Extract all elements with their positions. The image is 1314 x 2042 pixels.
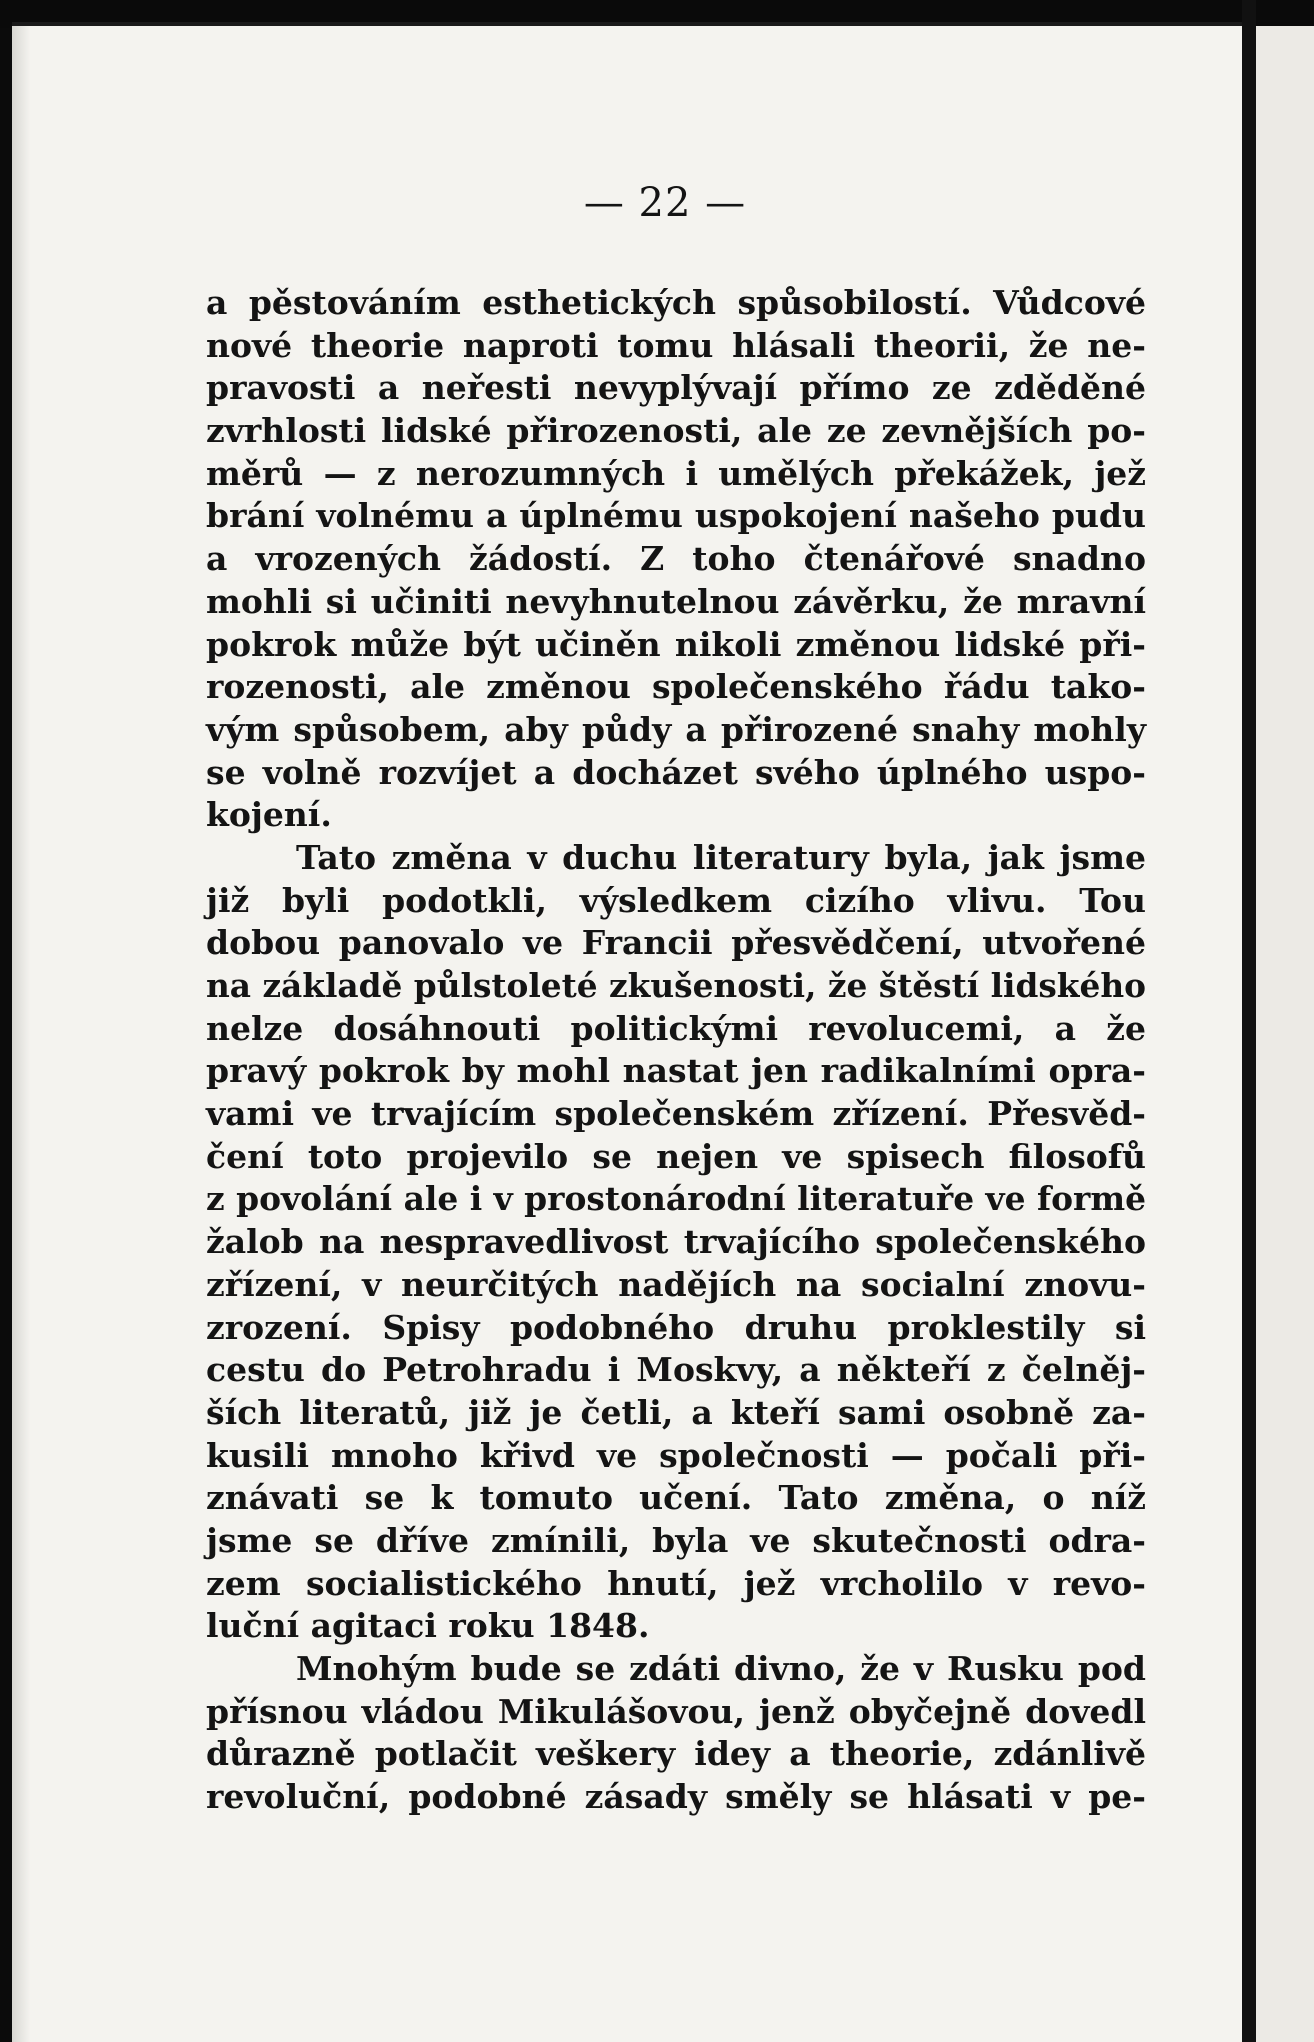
text-line: cestu do Petrohradu i Moskvy, a někteří z čelněj-	[206, 1350, 1146, 1390]
text-line: nové theorie naproti tomu hlásali theorii, že ne-	[206, 325, 1146, 365]
text-line: vým spůsobem, aby půdy a přirozené snahy mohly	[206, 709, 1146, 749]
text-line: a vrozených žádostí. Z toho čtenářové snadno	[206, 539, 1146, 579]
text-line: Tato změna v duchu literatury byla, jak jsme	[296, 837, 1146, 877]
text-line: zrození. Spisy podobného druhu proklestily si	[206, 1307, 1146, 1347]
text-line: důrazně potlačit veškery idey a theorie, zdánlivě	[206, 1734, 1146, 1774]
text-line: Mnohým bude se zdáti divno, že v Rusku pod	[296, 1649, 1146, 1688]
text-line: žalob na nespravedlivost trvajícího společenského	[206, 1222, 1146, 1262]
page-body-text	[206, 282, 1146, 1819]
scan-corner	[1256, 0, 1314, 26]
book-gutter	[1242, 0, 1256, 2042]
text-line: rozenosti, ale změnou společenského řádu tako-	[206, 667, 1146, 707]
text-line: brání volnému a úplnému uspokojení našeho pudu	[206, 496, 1146, 536]
text-line: zvrhlosti lidské přirozenosti, ale ze zevnějších po-	[206, 411, 1146, 451]
next-page-edge	[1256, 26, 1314, 2042]
text-line: již byli podotkli, výsledkem cizího vlivu. Tou	[206, 880, 1146, 920]
text-line: zem socialistického hnutí, jež vrcholilo v revo-	[206, 1563, 1146, 1603]
text-line: mohli si učiniti nevyhnutelnou závěrku, že mravní	[206, 581, 1146, 621]
text-line: nelze dosáhnouti politickými revolucemi, a že	[206, 1008, 1146, 1048]
text-line: a pěstováním esthetických spůsobilostí. Vůdcové	[206, 283, 1146, 322]
text-line: vami ve trvajícím společenském zřízení. Přesvěd-	[206, 1094, 1146, 1134]
text-line: se volně rozvíjet a docházet svého úplného uspo-	[206, 752, 1146, 792]
text-line: kusili mnoho křivd ve společnosti — počali při-	[206, 1435, 1146, 1475]
text-line: na základě půlstoleté zkušenosti, že štěstí lidského	[206, 966, 1146, 1005]
text-line: přísnou vládou Mikulášovou, jenž obyčejně dovedl	[206, 1691, 1146, 1731]
text-line: jsme se dříve zmínili, byla ve skutečnosti odra-	[206, 1520, 1146, 1560]
text-line: pokrok může být učiněn nikoli změnou lidské při-	[206, 624, 1146, 664]
text-line: luční agitaci roku 1848.	[206, 1606, 650, 1646]
page-left-shadow	[12, 26, 30, 2042]
text-line: pravý pokrok by mohl nastat jen radikalními opra-	[206, 1051, 1146, 1091]
text-line: znávati se k tomuto učení. Tato změna, o níž	[206, 1478, 1146, 1518]
text-line: dobou panovalo ve Francii přesvědčení, utvořené	[206, 923, 1146, 963]
text-line: z povolání ale i v prostonárodní literatuře ve formě	[206, 1179, 1147, 1219]
text-line: ších literatů, již je četli, a kteří sami osobně za-	[206, 1392, 1146, 1432]
text-line: měrů — z nerozumných i umělých překážek, jež	[206, 453, 1146, 493]
text-line: revoluční, podobné zásady směly se hlásati v pe-	[206, 1777, 1146, 1817]
text-line: kojení.	[206, 795, 332, 835]
text-line: čení toto projevilo se nejen ve spisech filosofů	[206, 1136, 1146, 1176]
page-number: — 22 —	[583, 180, 747, 226]
text-line: pravosti a neřesti nevyplývají přímo ze zděděné	[206, 368, 1146, 408]
text-line: zřízení, v neurčitých nadějích na socialní znovu-	[206, 1264, 1146, 1304]
